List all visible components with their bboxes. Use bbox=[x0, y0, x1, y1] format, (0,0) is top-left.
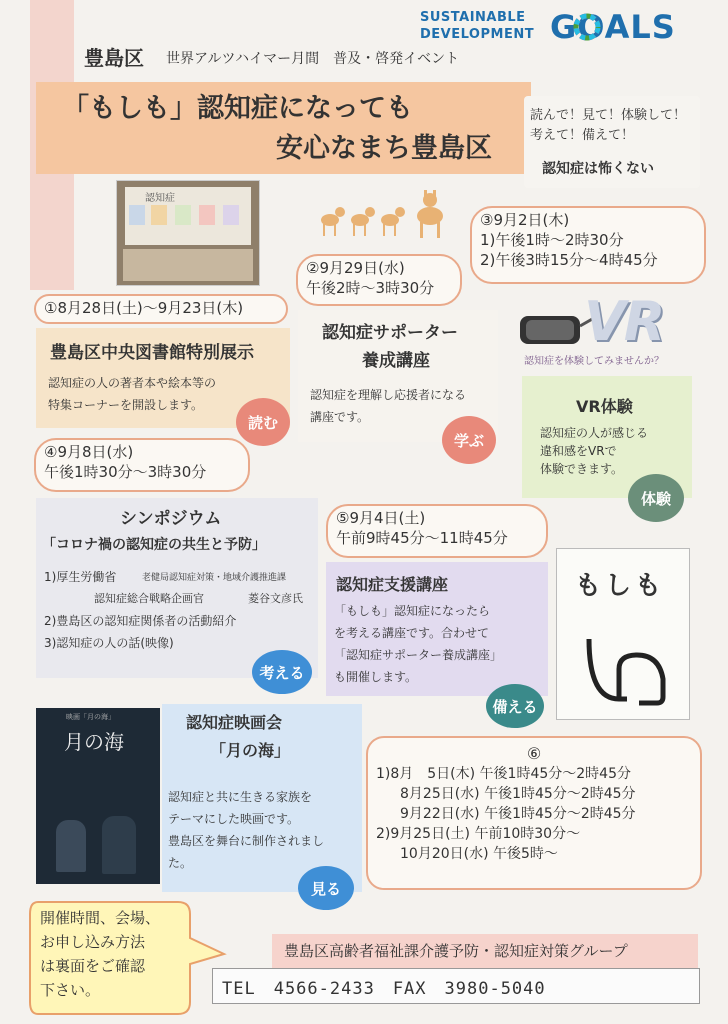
library-display-photo bbox=[116, 180, 260, 286]
movie-title: 認知症映画会 bbox=[186, 713, 283, 732]
movie-poster-title: 月の海 bbox=[64, 730, 124, 754]
event1-badge: 読む bbox=[236, 398, 290, 446]
main-title-line2: 安心なまち豊島区 bbox=[276, 133, 492, 164]
event4-item1d: 菱谷文彦氏 bbox=[248, 592, 303, 605]
event4-item1a: 1)厚生労働省 bbox=[44, 570, 117, 584]
ward-name: 豊島区 bbox=[84, 46, 144, 70]
movie-poster-top: 映画「月の海」 bbox=[66, 713, 115, 721]
event4-badge: 考える bbox=[252, 650, 312, 694]
event5-title: 認知症支援講座 bbox=[336, 575, 449, 594]
vr-logo: VR bbox=[584, 290, 664, 353]
contact-org: 豊島区高齢者福祉課介護予防・認知症対策グループ bbox=[284, 942, 628, 960]
vr-headset-image bbox=[516, 290, 696, 368]
slogan-line3: 認知症は怖くない bbox=[542, 161, 654, 177]
event5-desc: 「もしも」認知症になったら を考える講座です。合わせて 「認知症サポーター養成講座」 も開催します。 bbox=[334, 604, 503, 684]
event2-title-line1: 認知症サポーター bbox=[322, 323, 458, 343]
event2-desc: 認知症を理解し応援者になる 講座です。 bbox=[310, 388, 467, 424]
vr-headset-icon bbox=[518, 308, 594, 348]
event2-date: ②9月29日(水) 午後2時～3時30分 bbox=[296, 254, 462, 306]
event3-desc: 認知症の人が感じる 違和感をVRで 体験できます。 bbox=[540, 426, 649, 476]
event4-item2: 2)豊島区の認知症関係者の活動紹介 bbox=[44, 614, 237, 628]
display-sign: 認知症 bbox=[145, 193, 175, 204]
movie-badge: 見る bbox=[298, 866, 354, 910]
event2-badge: 学ぶ bbox=[442, 416, 496, 464]
slogan-line2: 考えて！備えて！ bbox=[530, 128, 635, 143]
sdg-line2: DEVELOPMENT bbox=[420, 27, 535, 42]
event5-badge: 備える bbox=[486, 684, 544, 728]
sdg-line1: SUSTAINABLE bbox=[420, 10, 526, 25]
event4-item1c: 認知症総合戦略企画官 bbox=[94, 592, 204, 605]
movie-poster bbox=[36, 708, 160, 884]
event4-subtitle: 「コロナ禍の認知症の共生と予防」 bbox=[42, 537, 266, 553]
sdg-logo bbox=[420, 8, 690, 48]
event4-title: シンポジウム bbox=[120, 509, 222, 529]
event1-desc: 認知症の人の著者本や絵本等の 特集コーナーを開設します。 bbox=[48, 376, 217, 412]
book-title: もしも bbox=[575, 571, 666, 601]
sdg-wheel-icon bbox=[573, 13, 601, 41]
book-illustration bbox=[579, 619, 675, 711]
event4-date: ④9月8日(水) 午後1時30分～3時30分 bbox=[34, 438, 250, 492]
contact-tel: TEL 4566-2433 FAX 3980-5040 bbox=[222, 979, 546, 999]
movie-subtitle: 「月の海」 bbox=[210, 741, 291, 760]
deer-illustration bbox=[312, 188, 452, 240]
book-cover bbox=[556, 548, 690, 720]
event1-date: ①8月28日(土)～9月23日(木) bbox=[34, 294, 288, 324]
event6-box: ⑥ 1)8月 5日(木) 午後1時45分～2時45分 8月25日(水) 午後1時45分～2時45分 9月22日(水) 午後1時45分～2時45分 2)9月25日(土) 午前10時30分～ 10月20日(水) 午後5時～ bbox=[366, 736, 702, 890]
movie-desc: 認知症と共に生きる家族を テーマにした映画です。 豊島区を舞台に制作されまし た。 bbox=[168, 790, 325, 870]
notice-text: 開催時間、会場、 お申し込み方法 は裏面をご確認 下さい。 bbox=[40, 909, 161, 999]
header-subtitle: 世界アルツハイマー月間 普及・啓発イベント bbox=[166, 51, 460, 67]
vr-caption: 認知症を体験してみませんか？ bbox=[524, 356, 664, 367]
event3-title: VR体験 bbox=[576, 397, 633, 416]
sdg-goals: GOALS bbox=[550, 8, 676, 46]
event3-date: ③9月2日(木) 1)午後1時～2時30分 2)午後3時15分～4時45分 bbox=[470, 206, 706, 284]
event1-title: 豊島区中央図書館特別展示 bbox=[50, 343, 254, 363]
event4-item3: 3)認知症の人の話(映像) bbox=[44, 636, 174, 650]
main-title-line1: 「もしも」認知症になっても bbox=[62, 93, 413, 124]
event5-date: ⑤9月4日(土) 午前9時45分～11時45分 bbox=[326, 504, 548, 558]
event2-title-line2: 養成講座 bbox=[362, 351, 430, 371]
slogan-line1: 読んで！見て！体験して！ bbox=[530, 108, 687, 123]
event4-item1b: 老健局認知症対策・地域介護推進課 bbox=[142, 573, 287, 583]
event3-badge: 体験 bbox=[628, 474, 684, 522]
